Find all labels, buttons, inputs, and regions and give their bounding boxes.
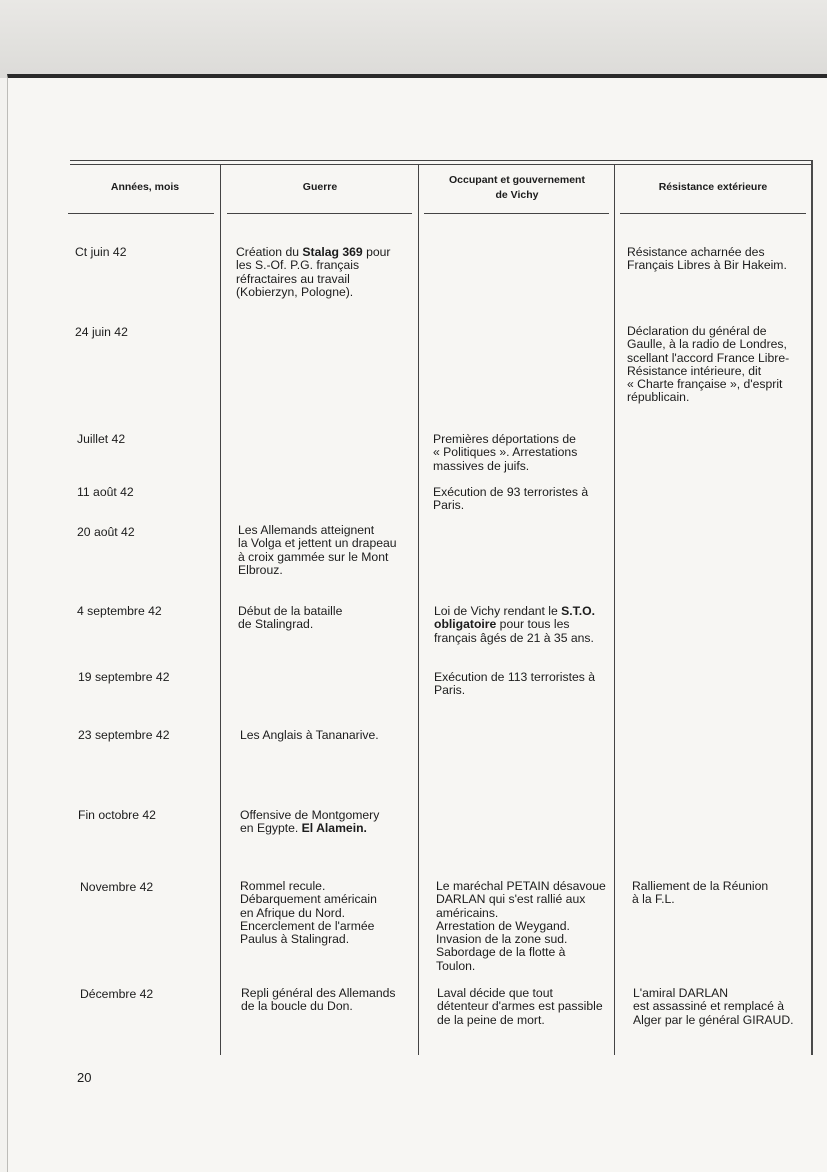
vichy-event [434,605,612,645]
vichy-text: pour tous les français âgés de 21 à 35 ans. [434,617,594,645]
war-event [236,246,414,299]
column-header-vichy-line: Occupant et gouvernement [449,174,585,186]
war-bold-text: El Alamein. [301,821,367,836]
row-date: Ct juin 42 [75,245,127,259]
scan-top-margin [0,0,827,78]
row-date: 19 septembre 42 [78,670,170,684]
page-number: 20 [77,1070,92,1085]
page-right-edge [811,160,813,1055]
row-date: Décembre 42 [80,987,154,1001]
row-date: 20 août 42 [77,525,135,539]
column-divider [220,165,221,1055]
resistance-event: L'amiral DARLAN est assassiné et remplacé à Alger par le général GIRAUD. [633,986,794,1027]
war-event: Les Anglais à Tananarive. [240,728,379,742]
row-date: Juillet 42 [77,432,126,446]
war-bold-text: Stalag 369 [302,245,363,259]
vichy-event: Premières déportations de « Politiques ». Arrestations massives de juifs. [433,432,578,473]
row-date: Fin octobre 42 [78,808,156,822]
table-top-rule [70,160,812,161]
war-event: Rommel recule. Débarquement américain en Afrique du Nord. Encerclement de l'armée Paulus à Stalingrad. [240,879,377,947]
header-underline [424,213,609,214]
header-underline [620,213,806,214]
column-divider [614,165,615,1055]
header-underline [68,213,214,214]
vichy-event: Exécution de 93 terroristes à Paris. [433,485,589,513]
vichy-event: Le maréchal PETAIN désavoue DARLAN qui s'est rallié aux américains. Arrestation de Weygand. Invasion de la zone sud. Sabordage de la flotte à Toulon. [436,879,606,973]
row-date: 4 septembre 42 [77,604,162,618]
row-date: Novembre 42 [80,880,154,894]
table-top-rule-inner [70,164,812,165]
row-date: 11 août 42 [77,485,134,499]
column-header-vichy-line: de Vichy [495,189,539,201]
war-event: Repli général des Allemands de la boucle du Don. [241,986,396,1014]
vichy-bold-text: S.T.O. [561,604,596,618]
vichy-event: Exécution de 113 terroristes à Paris. [434,670,596,698]
war-event [240,809,418,836]
war-event: Début de la bataille de Stalingrad. [238,604,343,632]
header-underline [227,213,412,214]
column-header-resistance: Résistance extérieure [658,181,768,193]
row-date: 23 septembre 42 [78,728,170,742]
war-text: pour les S.-Of. P.G. français réfractaires au travail (Kobierzyn, Pologne). [236,245,391,299]
war-text: Création du [236,245,303,259]
war-event: Les Allemands atteignent la Volga et jettent un drapeau à croix gammée sur le Mont Elbrouz. [238,523,397,577]
resistance-event: Ralliement de la Réunion à la F.L. [632,879,769,907]
column-header-vichy [420,173,614,203]
resistance-event: Déclaration du général de Gaulle, à la radio de Londres, scellant l'accord France Libre- Résistance intérieure, dit « Charte française », d'esprit républicain. [627,324,790,405]
vichy-event: Laval décide que tout détenteur d'armes est passible de la peine de mort. [437,986,603,1027]
column-header-war: Guerre [302,181,338,193]
column-header-years: Années, mois [110,181,180,193]
row-date: 24 juin 42 [75,325,128,339]
war-text: Offensive de Montgomery en Egypte. [240,808,380,836]
column-divider [418,165,419,1055]
vichy-bold-text: obligatoire [434,617,497,632]
resistance-event: Résistance acharnée des Français Libres à Bir Hakeim. [627,245,787,273]
vichy-text: Loi de Vichy rendant le [434,604,562,618]
